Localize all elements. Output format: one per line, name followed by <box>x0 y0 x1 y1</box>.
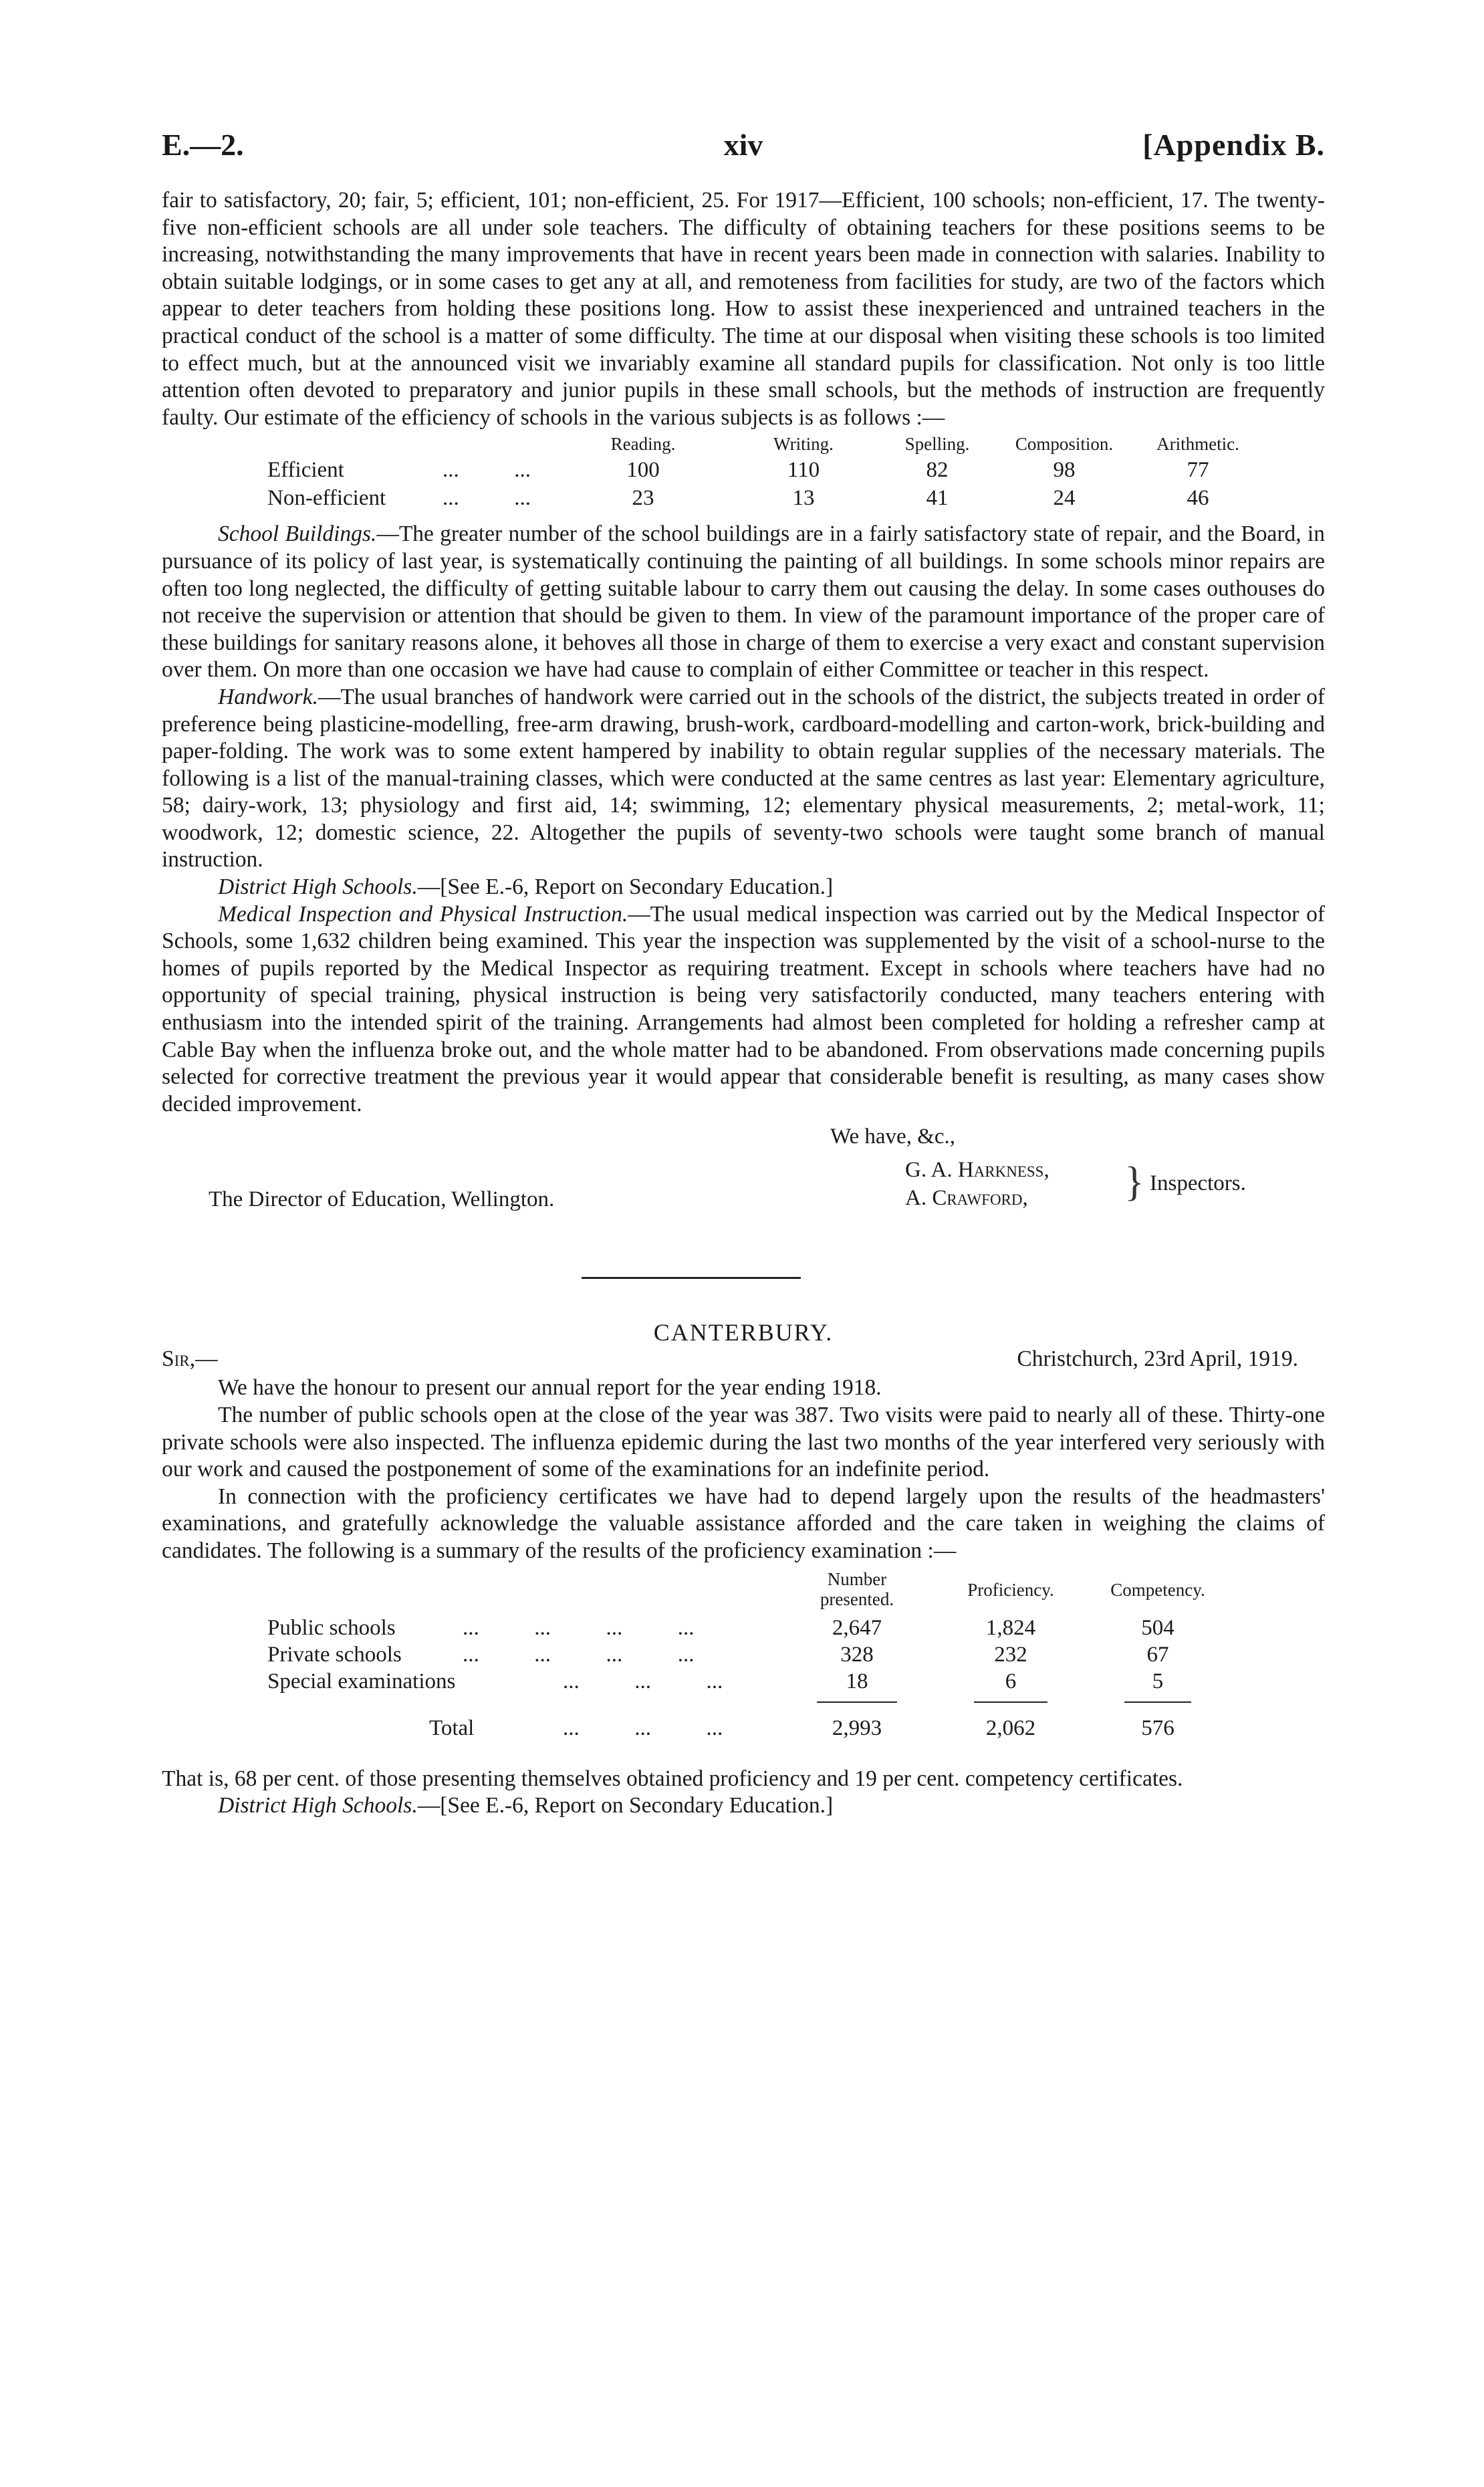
row-label: Non-efficient <box>267 486 386 511</box>
closing-salutation: We have, &c., <box>830 1124 956 1149</box>
cell-reading: 23 <box>632 486 654 511</box>
salutation-line <box>162 1346 1325 1375</box>
heading-school-buildings: School Buildings. <box>218 521 377 547</box>
table-row <box>162 1643 1325 1669</box>
total-label: Total <box>429 1715 475 1740</box>
place-date: Christchurch, 23rd April, 1919. <box>1017 1346 1298 1372</box>
paragraph-efficiency: fair to satisfactory, 20; fair, 5; efficient, 101; non-efficient, 25. For 1917—Efficient, 100 schools; non-efficient, 17. The twenty-five non-efficient schools are all under sole teachers. The difficulty of obtaining teachers for these positions seems to be increasing, notwithstanding the many improvements that have in recent years been made in connection with salaries. Inability to obtain suitable lodgings, or in some cases to get any at all, and remoteness from facilities for study, are two of the factors which appear to deter teachers from holding these positions long. How to assist these inexperienced and untrained teachers in the practical conduct of the school is a matter of some difficulty. The time at our disposal when visiting these schools is too limited to effect much, but at the announced visit we invariably examine all standard pupils for classification. Not only is too little attention often devoted to preparatory and junior pupils in these small schools, but the methods of instruction are frequently faulty. Our estimate of the efficiency of schools in the various subjects is as follows :— <box>162 188 1325 430</box>
signature-block <box>162 1118 1325 1245</box>
page-header <box>162 114 1325 187</box>
text-district-high-schools: —[See E.-6, Report on Secondary Education.] <box>417 874 834 900</box>
row-label: Private schools <box>267 1642 402 1667</box>
cell-number-presented: 328 <box>840 1642 874 1667</box>
paragraph-district-high-schools <box>162 874 1325 901</box>
col-header-composition: Composition. <box>1015 434 1114 455</box>
table-row <box>162 1616 1325 1643</box>
cell-spelling: 41 <box>926 486 949 511</box>
table-row-total <box>162 1716 1325 1743</box>
text-medical-inspection: —The usual medical inspection was carried out by the Medical Inspector of Schools, some 1,632 children being examined. This year the inspection was supplemented by the visit of a school-nurse to the homes of pupils reported by the Medical Inspector as requiring treatment. Except in schools where teachers have had no opportunity of special training, physical instruction is being very satisfactorily conducted, many teachers entering with enthusiasm into the intended spirit of the training. Arrangements had almost been completed for holding a refresher camp at Cable Bay when the influenza broke out, and the whole matter had to be abandoned. From observations made concerning pupils selected for corrective treatment the previous year it would appear that considerable benefit is resulting, as many cases show decided improvement. <box>162 901 1325 1116</box>
paragraph-district-high-schools-2 <box>162 1792 1325 1820</box>
signatory-harkness: G. A. Harkness, <box>905 1158 1049 1183</box>
text-district-high-schools-2: —[See E.-6, Report on Secondary Education.] <box>417 1793 834 1818</box>
row-label: Special examinations <box>267 1669 456 1693</box>
header-page-number: xiv <box>723 128 763 162</box>
signatory-brace: } <box>1124 1159 1144 1205</box>
total-proficiency: 2,062 <box>985 1715 1036 1740</box>
table-row <box>162 486 1325 514</box>
section-divider <box>162 1245 1325 1318</box>
divider-rule <box>582 1277 801 1279</box>
cell-writing: 13 <box>792 486 815 511</box>
proficiency-table <box>162 1565 1325 1766</box>
paragraph-percentages: That is, 68 per cent. of those presenting themselves obtained proficiency and 19 per cent. competency certificates. <box>162 1766 1183 1791</box>
cell-arithmetic: 77 <box>1187 458 1209 483</box>
row-leader-dots: ... ... ... <box>563 1715 723 1740</box>
header-code: E.—2. <box>162 128 244 162</box>
col-header-proficiency: Proficiency. <box>967 1579 1054 1600</box>
paragraph-proficiency: In connection with the proficiency certificates we have had to depend largely upon the results of the headmasters' examinations, and gratefully acknowledge the valuable assistance afforded and the care taken in weighing the claims of candidates. The following is a summary of the results of the proficiency examination :— <box>162 1484 1325 1563</box>
signatory-role: Inspectors. <box>1150 1171 1246 1196</box>
text-school-buildings: —The greater number of the school buildings are in a fairly satisfactory state of repair, and the Board, in pursuance of its policy of last year, is systematically continuing the painting of all buildings. In some schools minor repairs are often too long neglected, the difficulty of getting suitable labour to carry them out causing the delay. In some cases outhouses do not receive the supervision or attention that should be given to them. In view of the paramount importance of the proper care of these buildings for sanitary reasons alone, it behoves all those in charge of them to exercise a very exact and constant supervision over them. On more than one occasion we have had cause to complain of either Committee or teacher in this respect. <box>162 521 1325 683</box>
report-page <box>162 114 1325 1820</box>
col-header-spelling: Spelling. <box>904 434 970 455</box>
heading-district-high-schools-2: District High Schools. <box>218 1793 418 1818</box>
total-number-presented: 2,993 <box>832 1715 882 1740</box>
header-appendix: [Appendix B. <box>1142 128 1325 162</box>
table-row <box>162 1669 1325 1696</box>
cell-competency: 5 <box>1152 1669 1164 1693</box>
cell-competency: 67 <box>1146 1642 1169 1667</box>
row-leader-dots: ... ... ... ... <box>463 1615 695 1640</box>
cell-arithmetic: 46 <box>1187 486 1209 511</box>
row-leader-dots: ... ... <box>443 458 531 483</box>
table-row <box>162 458 1325 486</box>
row-leader-dots: ... ... <box>443 486 531 511</box>
proficiency-table-header <box>162 1565 1325 1616</box>
cell-competency: 504 <box>1141 1615 1174 1640</box>
paragraph-handwork <box>162 684 1325 874</box>
text-handwork: —The usual branches of handwork were carried out in the schools of the district, the subjects treated in order of preference being plasticine-modelling, free-arm drawing, brush-work, cardboard-modelling and carton-work, brick-building and paper-folding. The work was to some extent hampered by inability to obtain regular supplies of the necessary materials. The following is a list of the manual-training classes, which were conducted at the same centres as last year: Elementary agriculture, 58; dairy-work, 13; physiology and first aid, 14; swimming, 12; elementary physical measurements, 2; metal-work, 11; woodwork, 12; domestic science, 22. Altogether the pupils of seventy-two schools were taught some branch of manual instruction. <box>162 684 1325 872</box>
addressee: The Director of Education, Wellington. <box>209 1187 555 1212</box>
efficiency-table <box>162 434 1325 521</box>
paragraph-intro: We have the honour to present our annual report for the year ending 1918. <box>218 1375 882 1401</box>
cell-number-presented: 2,647 <box>832 1615 882 1640</box>
col-header-arithmetic: Arithmetic. <box>1156 434 1239 455</box>
row-label: Public schools <box>267 1615 396 1640</box>
cell-composition: 98 <box>1053 458 1076 483</box>
cell-composition: 24 <box>1053 486 1076 511</box>
sum-rule-number <box>817 1701 897 1703</box>
sum-rule-competency <box>1124 1701 1191 1703</box>
heading-medical-inspection: Medical Inspection and Physical Instruction. <box>218 901 628 927</box>
row-leader-dots: ... ... ... ... <box>463 1642 695 1667</box>
heading-handwork: Handwork. <box>218 684 318 709</box>
cell-number-presented: 18 <box>846 1669 868 1693</box>
row-leader-dots: ... ... ... <box>563 1669 723 1693</box>
paragraph-schools-visited: The number of public schools open at the close of the year was 387. Two visits were paid to nearly all of these. Thirty-one private schools were also inspected. The influenza epidemic during the last two months of the year interfered very seriously with our work and caused the postponement of some of the examinations for an indefinite period. <box>162 1403 1325 1482</box>
cell-proficiency: 232 <box>994 1642 1027 1667</box>
section-title-canterbury: CANTERBURY. <box>653 1319 834 1346</box>
total-competency: 576 <box>1141 1715 1174 1740</box>
efficiency-table-header <box>162 434 1325 458</box>
sum-rule-proficiency <box>974 1701 1047 1703</box>
signatory-crawford: A. Crawford, <box>905 1186 1028 1211</box>
cell-proficiency: 6 <box>1005 1669 1017 1693</box>
cell-proficiency: 1,824 <box>985 1615 1036 1640</box>
cell-writing: 110 <box>787 458 820 483</box>
col-header-reading: Reading. <box>610 434 676 455</box>
row-label: Efficient <box>267 458 344 483</box>
paragraph-school-buildings <box>162 521 1325 684</box>
paragraph-medical-inspection <box>162 901 1325 1118</box>
salutation: Sir,— <box>162 1346 218 1372</box>
cell-reading: 100 <box>626 458 660 483</box>
col-header-competency: Competency. <box>1110 1579 1205 1600</box>
col-header-writing: Writing. <box>773 434 834 455</box>
col-header-number-presented: Number presented. <box>820 1568 894 1609</box>
cell-spelling: 82 <box>926 458 949 483</box>
heading-district-high-schools: District High Schools. <box>218 874 418 900</box>
